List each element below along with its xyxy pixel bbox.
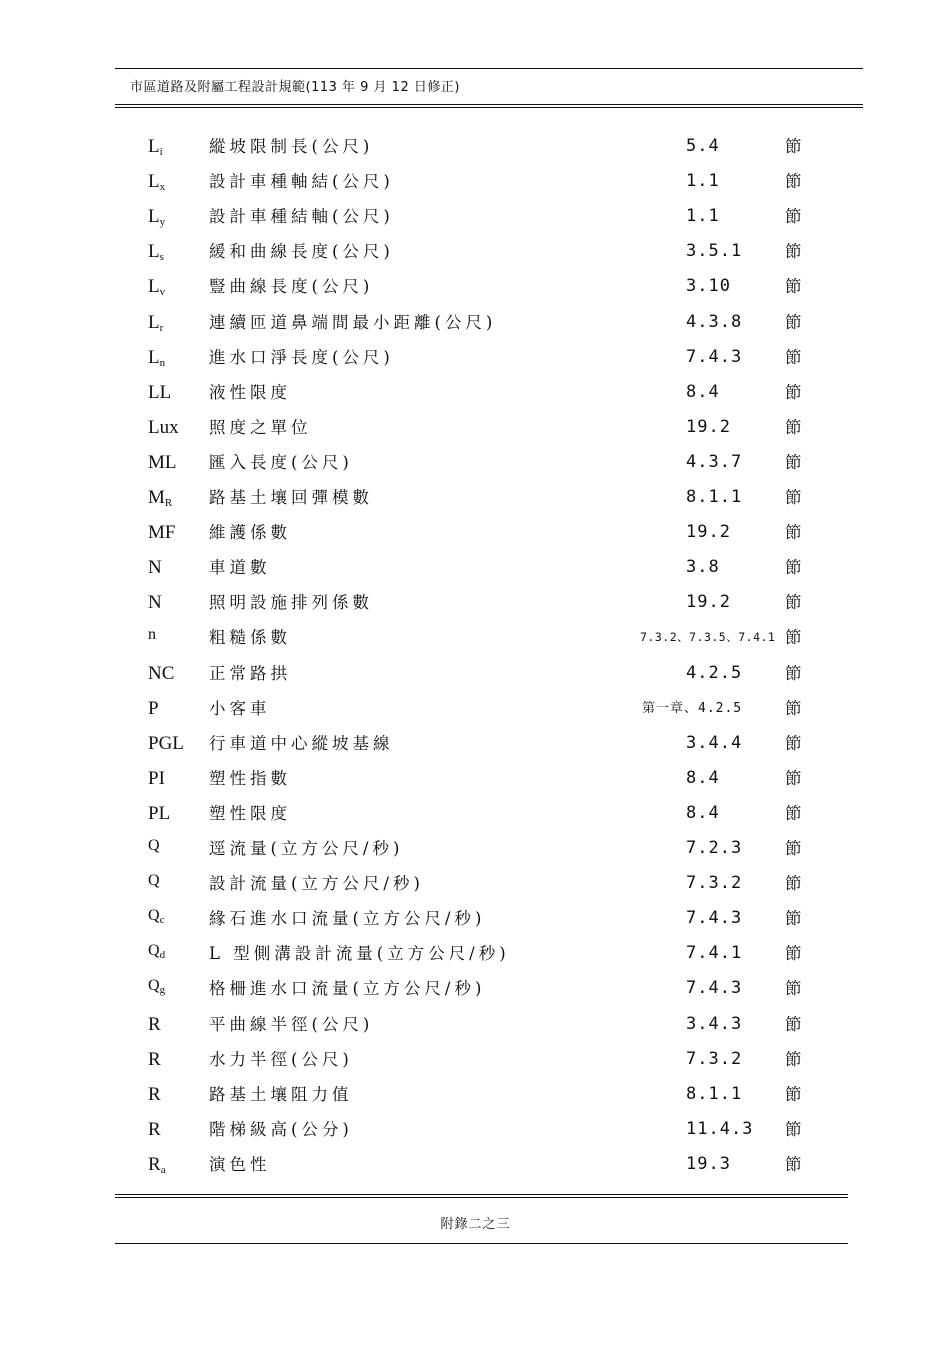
table-row — [0, 515, 951, 550]
description-cell: 緣石進水口流量(立方公尺/秒) — [209, 909, 486, 929]
section-word-cell: 節 — [785, 277, 802, 297]
description-cell: 粗糙係數 — [209, 628, 291, 648]
description-cell: 行車道中心縱坡基線 — [209, 733, 394, 753]
section-ref-cell: 4.2.5 — [686, 662, 743, 683]
symbol-cell — [148, 761, 165, 796]
section-ref-cell: 19.2 — [686, 592, 731, 613]
symbol-text: PL — [148, 802, 171, 824]
description-cell: 格柵進水口流量(立方公尺/秒) — [209, 979, 486, 999]
description-cell: 照度之單位 — [209, 417, 312, 437]
section-word-cell: 節 — [785, 698, 802, 718]
description-cell: 設計車種結軸(公尺) — [209, 207, 394, 227]
symbol-text: Q — [148, 977, 160, 995]
description-cell: 照明設施排列係數 — [209, 593, 373, 613]
symbol-text: L — [148, 311, 160, 333]
description-cell: 水力半徑(公尺) — [209, 1049, 353, 1069]
section-ref-cell: 7.3.2、7.3.5、7.4.1 — [640, 630, 776, 645]
symbol-cell — [148, 1007, 161, 1042]
section-word-cell: 節 — [785, 1084, 802, 1104]
table-row — [0, 480, 951, 515]
description-cell: 液性限度 — [209, 382, 291, 402]
symbol-subscript: v — [159, 286, 166, 299]
section-word-cell: 節 — [785, 207, 802, 227]
section-ref-cell: 5.4 — [686, 136, 720, 156]
symbol-subscript: r — [159, 321, 164, 334]
symbol-text: R — [148, 1048, 161, 1070]
symbol-cell — [148, 898, 164, 933]
symbol-text: N — [148, 557, 162, 579]
section-word-cell: 節 — [785, 909, 802, 929]
section-ref-cell: 8.4 — [686, 767, 720, 788]
symbol-subscript: s — [159, 251, 164, 264]
section-word-cell: 節 — [785, 172, 802, 192]
symbol-text: R — [148, 1153, 161, 1175]
description-cell: 進水口淨長度(公尺) — [209, 347, 394, 367]
symbol-text: PI — [148, 767, 165, 789]
table-row — [0, 375, 951, 410]
section-word-cell: 節 — [785, 1154, 802, 1174]
symbol-cell — [148, 585, 162, 620]
section-word-cell: 節 — [785, 417, 802, 437]
symbol-cell — [148, 515, 175, 550]
symbol-cell — [148, 164, 165, 199]
symbol-text: Q — [148, 872, 160, 890]
section-ref-cell: 8.1.1 — [686, 1083, 743, 1104]
description-cell: L 型側溝設計流量(立方公尺/秒) — [209, 944, 510, 964]
symbol-cell — [148, 445, 177, 480]
description-cell: 豎曲線長度(公尺) — [209, 277, 374, 297]
table-row — [0, 585, 951, 620]
table-row — [0, 971, 951, 1006]
section-ref-cell: 19.2 — [686, 522, 731, 543]
description-cell: 演色性 — [209, 1154, 271, 1174]
section-ref-cell: 7.4.1 — [686, 943, 743, 964]
section-word-cell: 節 — [785, 488, 802, 507]
section-word-cell: 節 — [785, 803, 802, 823]
table-row — [0, 831, 951, 866]
table-row — [0, 445, 951, 480]
symbol-text: L — [148, 206, 160, 228]
table-row — [0, 796, 951, 831]
section-word-cell: 節 — [785, 733, 802, 753]
section-word-cell: 節 — [785, 452, 802, 472]
table-row — [0, 1042, 951, 1077]
table-row — [0, 1077, 951, 1112]
symbol-text: ML — [148, 451, 177, 473]
table-row — [0, 620, 951, 655]
section-ref-cell: 8.4 — [686, 381, 720, 402]
description-cell: 緩和曲線長度(公尺) — [209, 242, 394, 262]
section-ref-cell: 7.3.2 — [686, 1048, 743, 1069]
section-ref-cell: 4.3.8 — [686, 311, 743, 332]
description-cell: 路基土壤回彈模數 — [209, 488, 373, 507]
section-word-cell: 節 — [785, 1119, 802, 1139]
symbol-text: MF — [148, 522, 176, 544]
symbol-text: L — [148, 136, 160, 157]
section-word-cell: 節 — [785, 382, 802, 402]
table-row — [0, 199, 951, 234]
table-row — [0, 234, 951, 269]
symbol-cell — [148, 234, 164, 269]
description-cell: 設計流量(立方公尺/秒) — [209, 874, 424, 894]
section-word-cell: 節 — [785, 593, 802, 613]
section-ref-cell: 19.3 — [686, 1153, 731, 1174]
section-ref-cell: 7.3.2 — [686, 873, 743, 894]
section-ref-cell: 7.4.3 — [686, 908, 743, 929]
section-word-cell: 節 — [785, 839, 802, 858]
description-cell: 連續匝道鼻端間最小距離(公尺) — [209, 312, 497, 332]
footer-rule-double-2 — [115, 1197, 848, 1198]
section-word-cell: 節 — [785, 979, 802, 999]
description-cell: 車道數 — [209, 558, 271, 578]
symbol-subscript: n — [159, 356, 166, 369]
description-cell: 匯入長度(公尺) — [209, 452, 353, 472]
section-word-cell: 節 — [785, 137, 802, 156]
section-ref-cell: 7.4.3 — [686, 346, 743, 367]
section-ref-cell: 3.4.3 — [686, 1013, 743, 1034]
table-row — [0, 550, 951, 585]
symbol-cell — [148, 726, 184, 761]
description-cell: 逕流量(立方公尺/秒) — [209, 839, 404, 858]
table-row — [0, 936, 951, 971]
section-word-cell: 節 — [785, 628, 802, 648]
symbol-text: N — [148, 592, 162, 614]
symbol-text: P — [148, 697, 159, 719]
symbol-cell — [148, 129, 163, 164]
table-row — [0, 691, 951, 726]
table-row — [0, 410, 951, 445]
section-ref-cell: 3.5.1 — [686, 241, 743, 262]
footer-rule-double-1 — [115, 1194, 848, 1195]
table-row — [0, 866, 951, 901]
symbol-text: NC — [148, 662, 175, 684]
symbol-cell — [148, 410, 179, 445]
symbol-text: n — [148, 626, 156, 644]
footer-rule-bottom — [115, 1243, 848, 1244]
section-ref-cell: 3.8 — [686, 557, 720, 578]
table-row — [0, 1147, 951, 1182]
symbol-cell — [148, 617, 156, 652]
section-ref-cell: 8.1.1 — [686, 487, 743, 507]
symbol-cell — [148, 656, 174, 691]
symbol-cell — [148, 968, 165, 1003]
header-rule-top — [115, 68, 863, 69]
description-cell: 小客車 — [209, 698, 271, 718]
section-word-cell: 節 — [785, 944, 802, 964]
table-row — [0, 340, 951, 375]
symbol-text: LL — [148, 381, 172, 403]
symbol-subscript: d — [159, 949, 166, 962]
symbol-cell — [148, 375, 171, 410]
section-ref-cell: 1.1 — [686, 206, 720, 227]
symbol-cell — [148, 550, 162, 585]
symbol-text: Q — [148, 837, 160, 854]
section-ref-cell: 1.1 — [686, 171, 720, 192]
symbol-cell — [148, 269, 165, 304]
table-row — [0, 269, 951, 304]
section-ref-cell: 8.4 — [686, 802, 720, 823]
section-word-cell: 節 — [785, 663, 802, 683]
table-row — [0, 761, 951, 796]
description-cell: 縱坡限制長(公尺) — [209, 137, 374, 156]
symbol-subscript: c — [159, 914, 165, 927]
section-ref-cell: 19.2 — [686, 416, 731, 437]
section-ref-cell: 11.4.3 — [686, 1118, 754, 1139]
description-cell: 塑性限度 — [209, 803, 291, 823]
symbol-text: Q — [148, 942, 160, 960]
section-ref-cell: 第一章、4.2.5 — [642, 700, 743, 716]
running-header: 市區道路及附屬工程設計規範(113 年 9 月 12 日修正) — [130, 80, 460, 95]
section-word-cell: 節 — [785, 242, 802, 262]
symbol-subscript: R — [164, 497, 173, 509]
table-row — [0, 1112, 951, 1147]
symbol-text: R — [148, 1118, 161, 1140]
symbol-text: PGL — [148, 732, 184, 754]
symbol-cell — [148, 828, 160, 863]
symbol-text: R — [148, 1083, 161, 1105]
description-cell: 塑性指數 — [209, 768, 291, 788]
section-ref-cell: 7.4.3 — [686, 978, 743, 999]
table-row — [0, 726, 951, 761]
symbol-text: L — [148, 346, 160, 368]
header-rule-double-2 — [115, 107, 863, 108]
section-word-cell: 節 — [785, 768, 802, 788]
symbol-text: L — [148, 276, 160, 298]
symbol-subscript: y — [159, 216, 166, 229]
symbol-text: L — [148, 241, 160, 263]
symbol-cell — [148, 1112, 161, 1147]
description-cell: 路基土壤阻力值 — [209, 1084, 353, 1104]
table-row — [0, 129, 951, 164]
section-ref-cell: 3.10 — [686, 276, 731, 297]
description-cell: 階梯級高(公分) — [209, 1119, 353, 1139]
page-number-label: 附錄二之三 — [440, 1217, 511, 1232]
description-cell: 維護係數 — [209, 523, 291, 543]
symbol-cell — [148, 863, 160, 898]
description-cell: 設計車種軸結(公尺) — [209, 172, 394, 192]
table-row — [0, 656, 951, 691]
section-word-cell: 節 — [785, 1014, 802, 1034]
section-word-cell: 節 — [785, 523, 802, 543]
section-ref-cell: 4.3.7 — [686, 451, 743, 472]
symbol-cell — [148, 305, 163, 340]
symbol-cell — [148, 1042, 161, 1077]
symbol-cell — [148, 933, 165, 968]
symbol-subscript: g — [159, 984, 166, 997]
section-word-cell: 節 — [785, 347, 802, 367]
symbol-cell — [148, 1077, 161, 1112]
table-row — [0, 305, 951, 340]
section-ref-cell: 3.4.4 — [686, 732, 743, 753]
symbol-text: Lux — [148, 416, 179, 438]
section-ref-cell: 7.2.3 — [686, 838, 743, 858]
symbol-subscript: x — [159, 181, 166, 194]
table-row — [0, 164, 951, 199]
symbol-cell — [148, 691, 159, 726]
section-word-cell: 節 — [785, 1049, 802, 1069]
symbol-text: M — [148, 487, 165, 508]
section-word-cell: 節 — [785, 874, 802, 894]
description-cell: 正常路拱 — [209, 663, 291, 683]
symbol-subscript: a — [160, 1163, 166, 1176]
section-word-cell: 節 — [785, 312, 802, 332]
symbol-cell — [148, 480, 172, 515]
description-cell: 平曲線半徑(公尺) — [209, 1014, 374, 1034]
header-rule-double-1 — [115, 104, 863, 105]
symbol-text: R — [148, 1013, 161, 1035]
symbol-text: Q — [148, 907, 160, 925]
section-word-cell: 節 — [785, 558, 802, 578]
symbol-text: L — [148, 171, 160, 193]
symbol-cell — [148, 199, 165, 234]
symbol-subscript: i — [159, 146, 163, 158]
symbol-cell — [148, 340, 165, 375]
table-row — [0, 901, 951, 936]
symbol-cell — [148, 796, 170, 831]
table-row — [0, 1007, 951, 1042]
symbol-cell — [148, 1147, 166, 1182]
